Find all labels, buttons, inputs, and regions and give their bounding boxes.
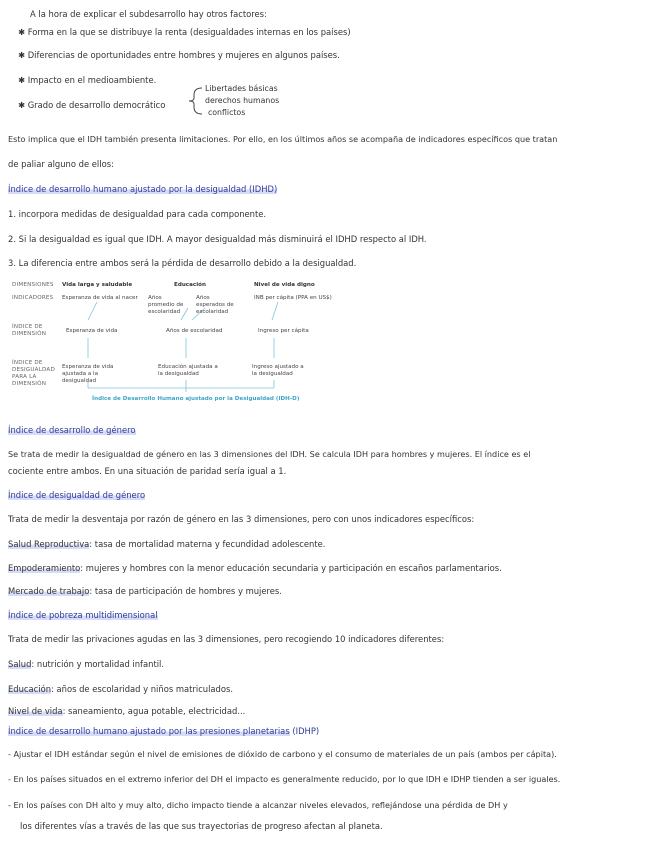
col-head: Vida larga y saludable: [62, 282, 133, 288]
section-heading-idg: Índice de desarrollo de género: [8, 425, 136, 435]
list-item: Salud Reproductiva: tasa de mortalidad materna y fecundidad adolescente.: [8, 539, 326, 549]
indicator: Esperanza de vida al nacer: [62, 295, 138, 301]
intro-line: A la hora de explicar el subdesarrollo hay otros factores:: [30, 9, 267, 19]
democracy-item: derechos humanos: [205, 96, 280, 105]
dimension-index: Esperanza de vida: [66, 328, 118, 334]
list-item: Educación: años de escolaridad y niños matriculados.: [8, 684, 234, 694]
dimension-index: Ingreso per cápita: [258, 328, 309, 334]
idhd-diagram: [0, 280, 656, 410]
row-label: ÍNDICE DE DESIGUALDAD PARA LA DIMENSIÓN: [12, 360, 55, 387]
indicator: Años esperados de escolaridad: [196, 295, 234, 315]
list-item: Nivel de vida: saneamiento, agua potable, electricidad...: [8, 706, 246, 716]
diagram-result: Índice de Desarrollo Humano ajustado por la Desigualdad (IDH-D): [92, 396, 300, 402]
democracy-item: Libertades básicas: [205, 84, 278, 93]
indicator: INB per cápita (PPA en US$): [254, 295, 332, 301]
section-heading-idhd: Índice de desarrollo humano ajustado por la desigualdad (IDHD): [8, 184, 278, 194]
factor-item: ✱ Diferencias de oportunidades entre hombres y mujeres en algunos países.: [18, 50, 340, 60]
factor-item: ✱ Forma en la que se distribuye la renta (desigualdades internas en los países): [18, 27, 351, 37]
list-item: Salud: nutrición y mortalidad infantil.: [8, 659, 165, 669]
col-head: Educación: [174, 282, 206, 288]
list-item: los diferentes vías a través de las que sus trayectorias de progreso afectan al planeta.: [20, 821, 383, 831]
brace-icon: [186, 86, 206, 116]
row-label: ÍNDICE DE DIMENSIÓN: [12, 324, 47, 337]
factor-item: ✱ Impacto en el medioambiente.: [18, 75, 157, 85]
paragraph-line: Trata de medir las privaciones agudas en las 3 dimensiones, pero recogiendo 10 indicadores diferentes:: [8, 634, 445, 644]
list-item: - En los países con DH alto y muy alto, dicho impacto tiende a alcanzar niveles elevados, reflejándose una pérdida de DH y: [8, 800, 508, 810]
list-item: - Ajustar el IDH estándar según el nivel de emisiones de dióxido de carbono y el consumo de materiales de un país (ambos per cápita).: [8, 749, 557, 759]
inequality-index: Ingreso ajustado a la desigualdad: [252, 364, 304, 377]
inequality-index: Esperanza de vida ajustada a la desigualdad: [62, 364, 114, 384]
paragraph-line: Se trata de medir la desigualdad de género en las 3 dimensiones del IDH. Se calcula IDH para hombres y mujeres. El índice es el: [8, 449, 531, 459]
list-item: Empoderamiento: mujeres y hombres con la menor educación secundaria y participación en escaños parlamentarios.: [8, 563, 502, 573]
factor-item: ✱ Grado de desarrollo democrático: [18, 100, 166, 110]
list-item: 2. Si la desigualdad es igual que IDH. A mayor desigualdad más disminuirá el IDHD respecto al IDH.: [8, 234, 427, 244]
indicator: Años promedio de escolaridad: [148, 295, 184, 315]
row-label: INDICADORES: [12, 295, 54, 301]
row-label: DIMENSIONES: [12, 282, 54, 288]
paragraph-line: cociente entre ambos. En una situación de paridad sería igual a 1.: [8, 466, 287, 476]
paragraph-line: Esto implica que el IDH también presenta limitaciones. Por ello, en los últimos años se acompaña de indicadores específicos que tratan: [8, 134, 558, 144]
dimension-index: Años de escolaridad: [166, 328, 223, 334]
paragraph-line: Trata de medir la desventaja por razón de género en las 3 dimensiones, pero con unos indicadores específicos:: [8, 514, 475, 524]
section-heading-ipm: Índice de pobreza multidimensional: [8, 610, 158, 620]
democracy-item: conflictos: [208, 108, 246, 117]
list-item: 1. incorpora medidas de desigualdad para cada componente.: [8, 209, 267, 219]
col-head: Nivel de vida digno: [254, 282, 315, 288]
list-item: 3. La diferencia entre ambos será la pérdida de desarrollo debido a la desigualdad.: [8, 258, 357, 268]
list-item: - En los países situados en el extremo inferior del DH el impacto es generalmente reducido, por lo que IDH e IDHP tienden a ser iguales.: [8, 774, 561, 784]
list-item: Mercado de trabajo: tasa de participación de hombres y mujeres.: [8, 586, 282, 596]
inequality-index: Educación ajustada a la desigualdad: [158, 364, 218, 377]
section-heading-ideg: Índice de desigualdad de género: [8, 490, 146, 500]
paragraph-line: de paliar alguno de ellos:: [8, 159, 114, 169]
section-heading-idhp: Índice de desarrollo humano ajustado por las presiones planetarias (IDHP): [8, 726, 320, 736]
